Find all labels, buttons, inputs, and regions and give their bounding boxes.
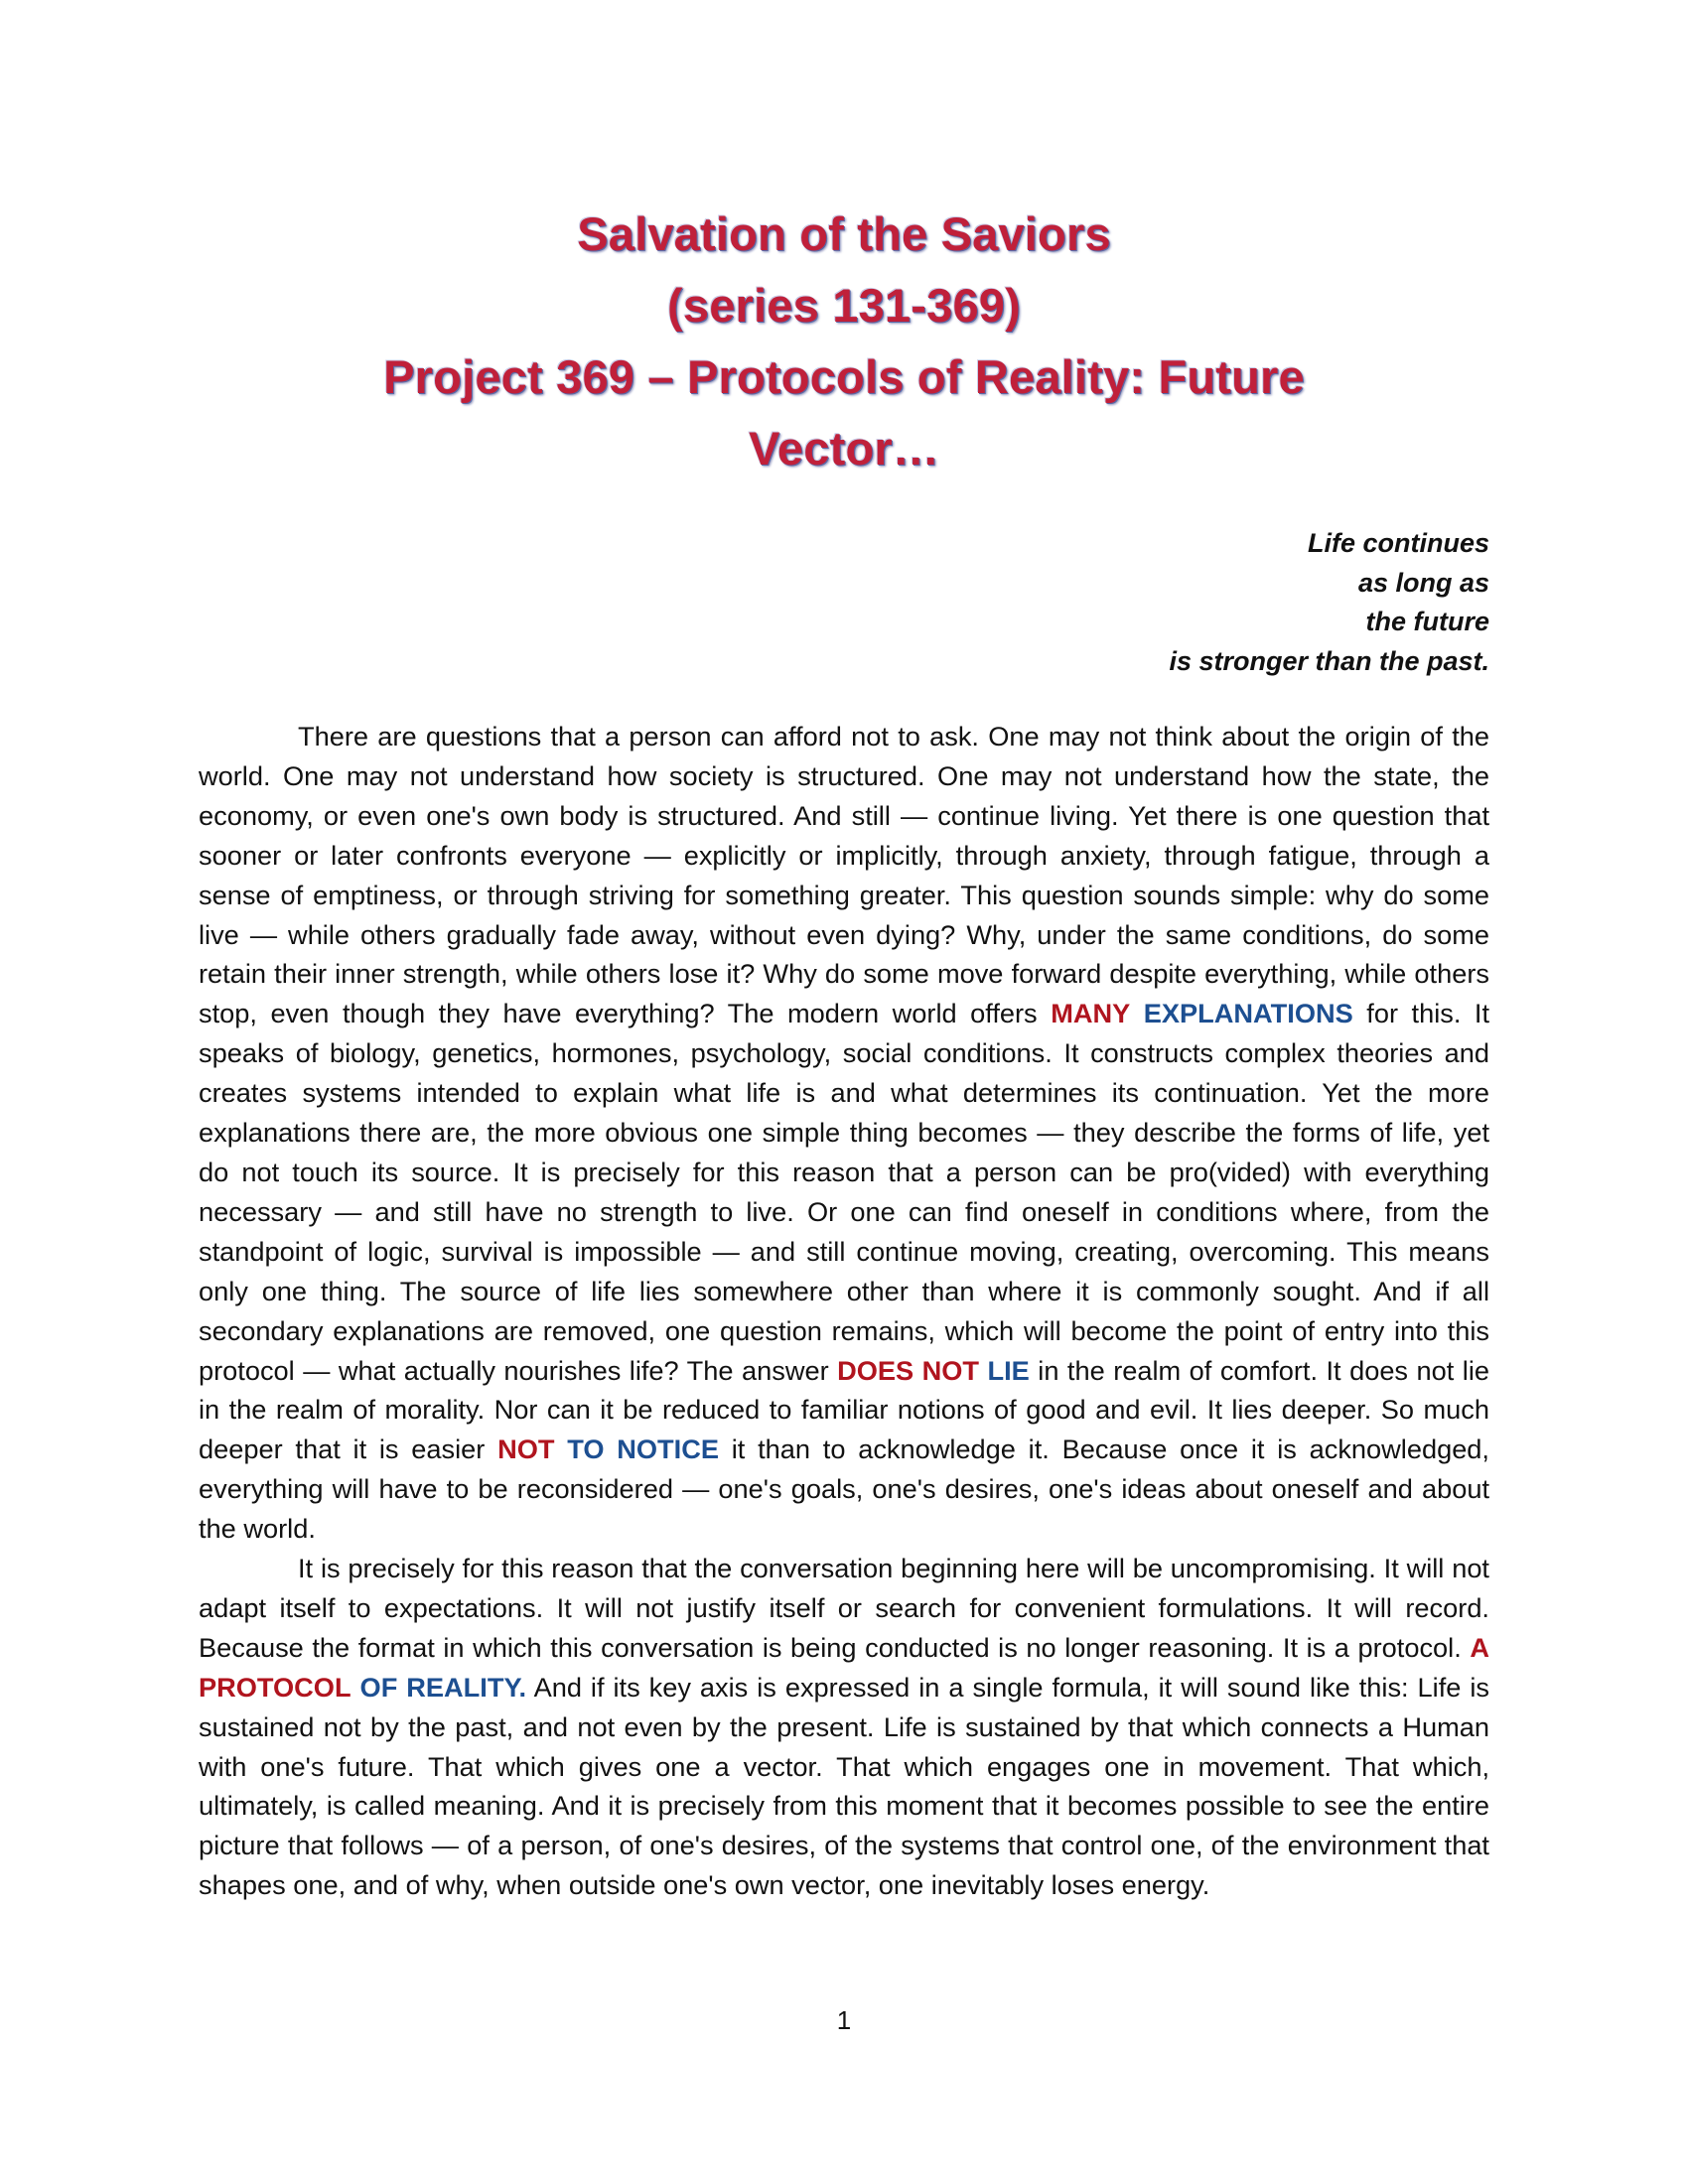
epigraph xyxy=(1169,524,1489,681)
highlight-many: MANY xyxy=(1051,998,1131,1029)
title-line-3: Project 369 – Protocols of Reality: Future xyxy=(383,350,1305,403)
highlight-does-not: DOES NOT xyxy=(837,1354,980,1386)
highlight-explanations: EXPLANATIONS xyxy=(1143,998,1353,1029)
highlight-of-reality: OF REALITY. xyxy=(359,1671,527,1703)
title-line-2: (series 131-369) xyxy=(667,279,1021,332)
paragraph-1 xyxy=(199,717,1489,1549)
epigraph-line-2: as long as xyxy=(1357,567,1489,598)
paragraph-1-part-2: for this. It speaks of biology, genetics, hormones, psychology, social conditions. It constructs complex theories and creates systems intended to explain what life is and what determines its continuation. Yet the more explanations there are, the more obvious one simple thing becomes — they describe the forms of life, yet do not touch its source. It is precisely for this reason that a person can be pro(vided) with everything necessary — and still have no strength to live. Or one can find oneself in conditions where, from the standpoint of logic, survival is impossible — and still continue moving, creating, overcoming. This means only one thing. The source of life lies somewhere other than where it is commonly sought. And if all secondary explanations are removed, one question remains, which will become the point of entry into this protocol — what actually nourishes life? The answer xyxy=(199,998,1490,1386)
paragraph-2-part-1: It is precisely for this reason that the conversation beginning here will be uncompromising. It will not adapt itself to expectations. It will not justify itself or search for convenient formulations. It will record. Because the format in which this conversation is being conducted is no longer reasoning. It is a protocol. xyxy=(199,1553,1489,1663)
highlight-to-notice: TO NOTICE xyxy=(567,1433,719,1465)
paragraph-1-part-1: There are questions that a person can afford not to ask. One may not think about the origin of the world. One may not understand how society is structured. One may not understand how the state, the economy, or even one's own body is structured. And still — continue living. Yet there is one question that sooner or later confronts everyone — explicitly or implicitly, through anxiety, through fatigue, through a sense of emptiness, or through striving for something greater. This question sounds simple: why do some live — while others gradually fade away, without even dying? Why, under the same conditions, do some retain their inner strength, while others lose it? Why do some move forward despite everything, while others stop, even though they have everything? The modern world offers xyxy=(199,721,1489,1029)
title-line-4: Vector… xyxy=(748,422,940,475)
highlight-a-protocol: A PROTOCOL xyxy=(199,1631,1489,1703)
epigraph-line-4: is stronger than the past. xyxy=(1169,645,1489,676)
page-number: 1 xyxy=(836,2005,852,2035)
title-line-1: Salvation of the Saviors xyxy=(577,207,1111,260)
paragraph-1-part-4: it than to acknowledge it. Because once it is acknowledged, everything will have to be reconsidered — one's goals, one's desires, one's ideas about oneself and about the world. xyxy=(199,1433,1489,1545)
paragraph-2-part-2: And if its key axis is expressed in a single formula, it will sound like this: Life is sustained not by the past, and not even by the present. Life is sustained by that which connects a Human with one's future. That which gives one a vector. That which engages one in movement. That which, ultimately, is called meaning. And it is precisely from this moment that it becomes possible to see the entire picture that follows — of a person, of one's desires, of the systems that control one, of the environment that shapes one, and of why, when outside one's own vector, one inevitably loses energy. xyxy=(199,1671,1489,1901)
body-text xyxy=(199,717,1489,1905)
document-title xyxy=(298,199,1390,484)
paragraph-2 xyxy=(199,1549,1489,1905)
epigraph-line-1: Life continues xyxy=(1307,528,1489,558)
highlight-lie: LIE xyxy=(987,1354,1030,1386)
epigraph-line-3: the future xyxy=(1365,607,1489,636)
highlight-not: NOT xyxy=(497,1433,555,1465)
paragraph-1-part-3: in the realm of comfort. It does not lie in the realm of morality. Nor can it be reduced to familiar notions of good and evil. It lies deeper. So much deeper that it is easier xyxy=(199,1354,1489,1465)
